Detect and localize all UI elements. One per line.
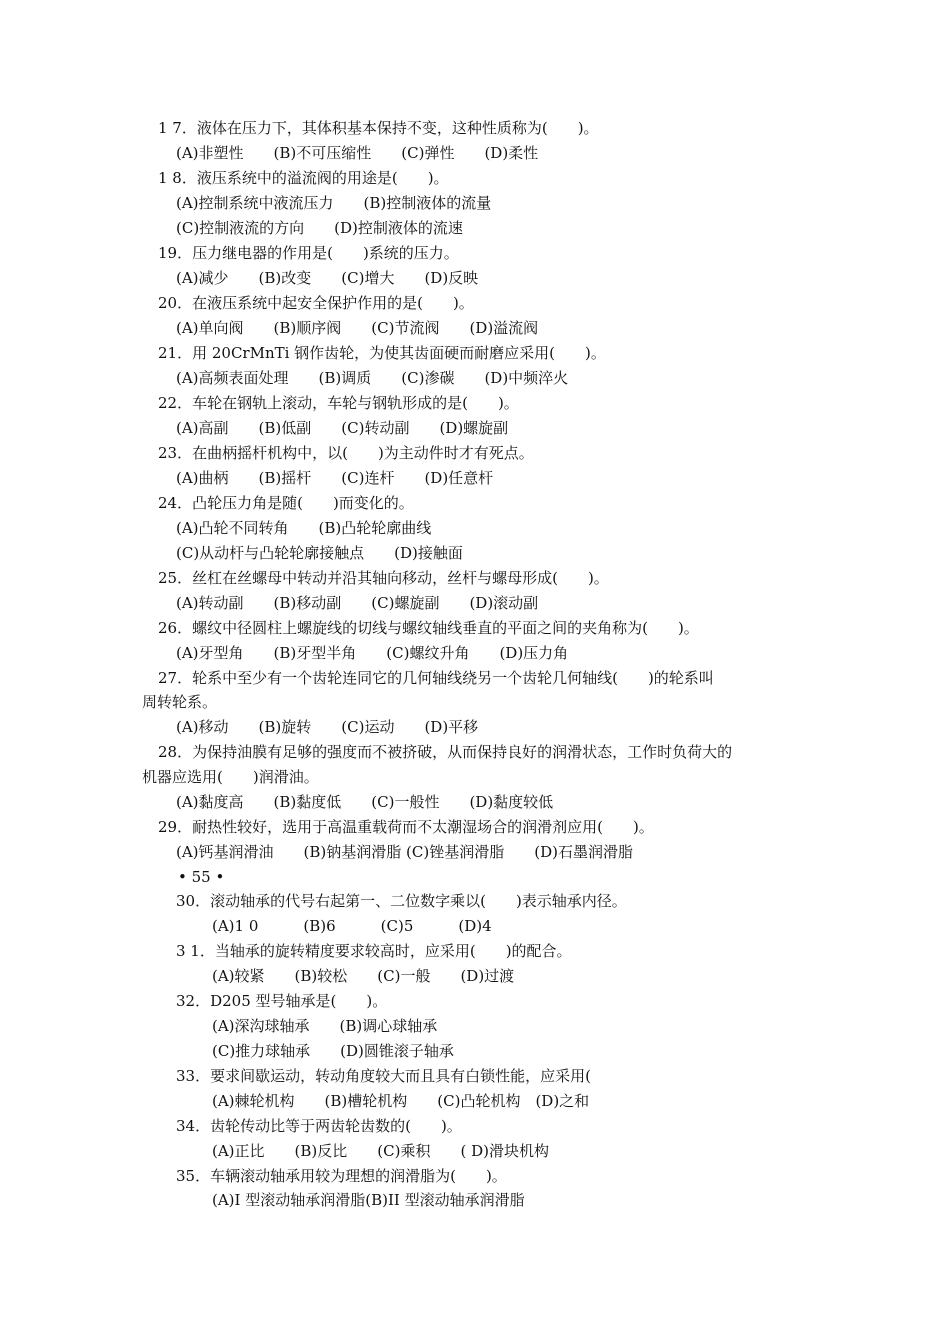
q33-options: (A)棘轮机构 (B)槽轮机构 (C)凸轮机构 (D)之和: [212, 1092, 590, 1110]
q32-stem: 32．D205 型号轴承是( )。: [176, 992, 388, 1010]
q20-stem: 20．在液压系统中起安全保护作用的是( )。: [158, 294, 474, 312]
q24-stem: 24．凸轮压力角是随( )而变化的。: [158, 494, 414, 512]
q26-stem: 26．螺纹中径圆柱上螺旋线的切线与螺纹轴线垂直的平面之间的夹角称为( )。: [158, 619, 699, 637]
q28-stem-cont: 机器应选用( )润滑油。: [142, 768, 319, 786]
q27-options: (A)移动 (B)旋转 (C)运动 (D)平移: [176, 718, 479, 736]
q17-stem: 1 7．液体在压力下，其体积基本保持不变，这种性质称为( )。: [158, 119, 599, 137]
q18-stem: 1 8．液压系统中的溢流阀的用途是( )。: [158, 169, 449, 187]
q35-stem: 35．车辆滚动轴承用较为理想的润滑脂为( )。: [176, 1167, 507, 1185]
page-number: • 55 •: [178, 868, 225, 886]
q31-options: (A)较紧 (B)较松 (C)一般 (D)过渡: [212, 967, 515, 985]
q34-options: (A)正比 (B)反比 (C)乘积 ( D)滑块机构: [212, 1142, 549, 1160]
q23-stem: 23．在曲柄摇杆机构中，以( )为主动件时才有死点。: [158, 444, 534, 462]
q26-options: (A)牙型角 (B)牙型半角 (C)螺纹升角 (D)压力角: [176, 644, 569, 662]
q21-options: (A)高频表面处理 (B)调质 (C)渗碳 (D)中频淬火: [176, 369, 569, 387]
q35-options: (A)I 型滚动轴承润滑脂(B)II 型滚动轴承润滑脂: [212, 1191, 525, 1209]
q23-options: (A)曲柄 (B)摇杆 (C)连杆 (D)任意杆: [176, 469, 494, 487]
q20-options: (A)单向阀 (B)顺序阀 (C)节流阀 (D)溢流阀: [176, 319, 539, 337]
q18-options-1: (A)控制系统中液流压力 (B)控制液体的流量: [176, 194, 492, 212]
q30-options: (A)1 0 (B)6 (C)5 (D)4: [212, 917, 492, 935]
q32-options-1: (A)深沟球轴承 (B)调心球轴承: [212, 1017, 438, 1035]
q19-stem: 19．压力继电器的作用是( )系统的压力。: [158, 244, 459, 262]
q27-stem-cont: 周转轮系。: [142, 693, 218, 711]
q22-options: (A)高副 (B)低副 (C)转动副 (D)螺旋副: [176, 419, 509, 437]
q21-stem: 21．用 20CrMnTi 钢作齿轮，为使其齿面硬而耐磨应采用( )。: [158, 344, 606, 362]
q28-stem: 28．为保持油膜有足够的强度而不被挤破，从而保持良好的润滑状态，工作时负荷大的: [158, 743, 733, 761]
q18-options-2: (C)控制液流的方向 (D)控制液体的流速: [176, 219, 463, 237]
q29-options: (A)钙基润滑油 (B)钠基润滑脂 (C)锉基润滑脂 (D)石墨润滑脂: [176, 843, 633, 861]
q32-options-2: (C)推力球轴承 (D)圆锥滚子轴承: [212, 1042, 454, 1060]
q27-stem: 27．轮系中至少有一个齿轮连同它的几何轴线绕另一个齿轮几何轴线( )的轮系叫: [158, 669, 714, 687]
q25-stem: 25．丝杠在丝螺母中转动并沿其轴向移动，丝杆与螺母形成( )。: [158, 569, 609, 587]
q28-options: (A)黏度高 (B)黏度低 (C)一般性 (D)黏度较低: [176, 793, 554, 811]
q34-stem: 34．齿轮传动比等于两齿轮齿数的( )。: [176, 1117, 462, 1135]
q33-stem: 33．要求间歇运动，转动角度较大而且具有白锁性能，应采用(: [176, 1067, 591, 1085]
q24-options-2: (C)从动杆与凸轮轮廓接触点 (D)接触面: [176, 544, 463, 562]
q31-stem: 3 1．当轴承的旋转精度要求较高时，应采用( )的配合。: [176, 942, 572, 960]
q29-stem: 29．耐热性较好，选用于高温重载荷而不太潮湿场合的润滑剂应用( )。: [158, 818, 654, 836]
q30-stem: 30．滚动轴承的代号右起第一、二位数字乘以( )表示轴承内径。: [176, 892, 627, 910]
q17-options: (A)非塑性 (B)不可压缩性 (C)弹性 (D)柔性: [176, 144, 539, 162]
q22-stem: 22．车轮在钢轨上滚动，车轮与钢轨形成的是( )。: [158, 394, 519, 412]
q24-options-1: (A)凸轮不同转角 (B)凸轮轮廓曲线: [176, 519, 432, 537]
q19-options: (A)减少 (B)改变 (C)增大 (D)反映: [176, 269, 479, 287]
q25-options: (A)转动副 (B)移动副 (C)螺旋副 (D)滚动副: [176, 594, 539, 612]
